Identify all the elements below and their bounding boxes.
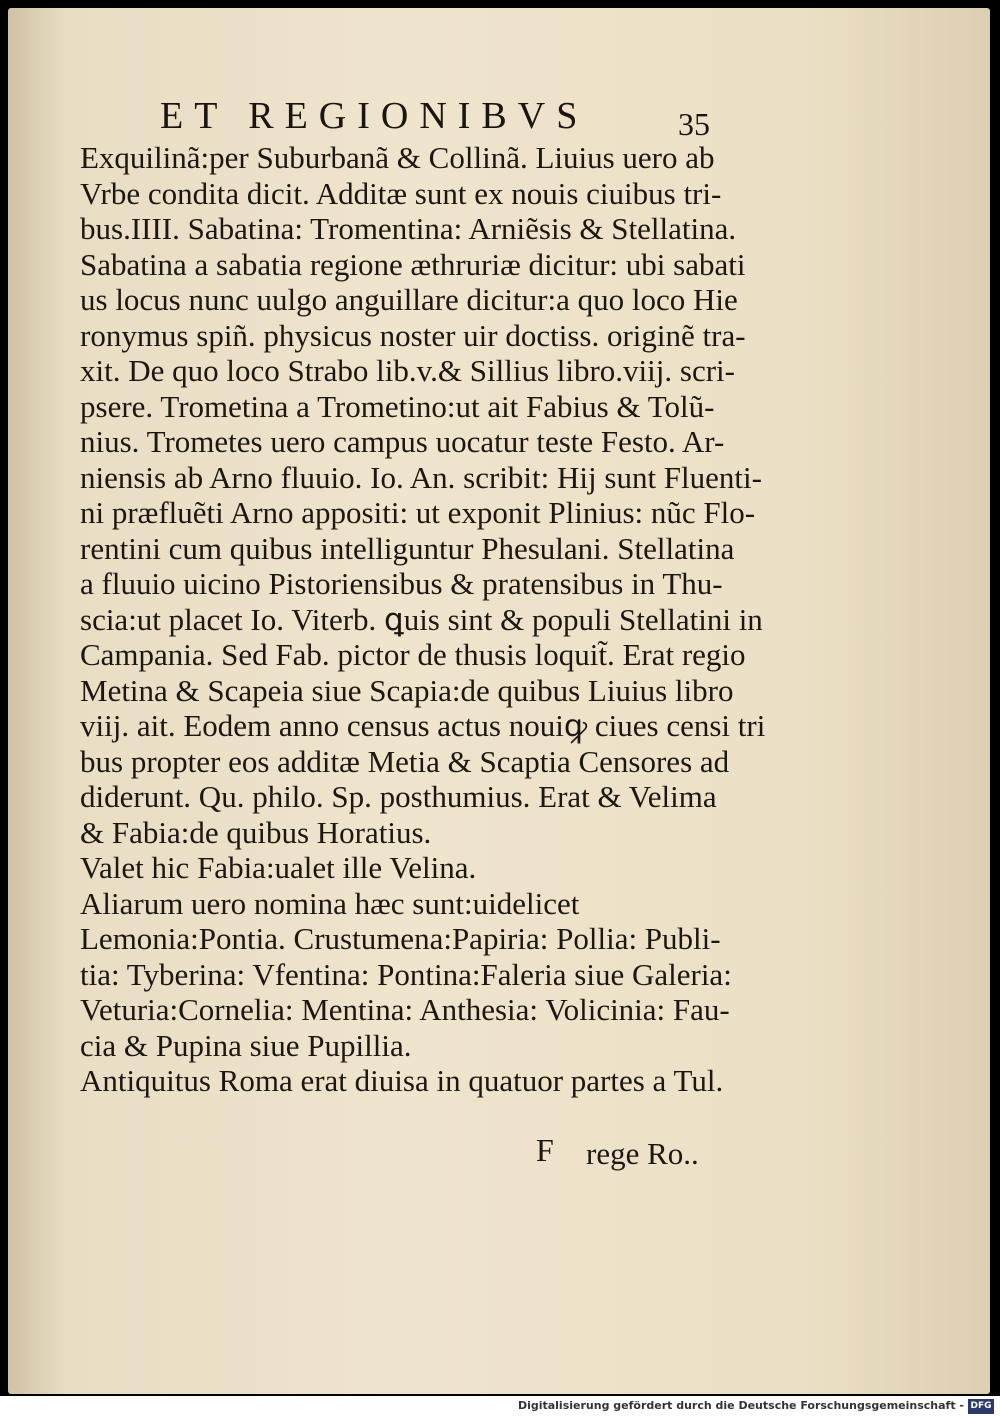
text-line: scia:ut placet Io. Viterb. ꝗuis sint & populi Stellatini in	[80, 601, 763, 637]
text-line: diderunt. Qu. philo. Sp. posthumius. Erat & Velima	[80, 779, 717, 814]
text-line: Antiquitus Roma erat diuisa in quatuor partes a Tul.	[80, 1063, 724, 1098]
funding-credit: Digitalisierung gefördert durch die Deutsche Forschungsgemeinschaft -	[517, 1399, 964, 1412]
text-line: Exquilinã:per Suburbanã & Collinã. Liuius uero ab	[80, 140, 715, 175]
text-line: nius. Trometes uero campus uocatur teste Festo. Ar-	[80, 424, 725, 459]
folio-number: 35	[678, 106, 710, 142]
text-line: ni præfluẽti Arno appositi: ut exponit Plinius: nũc Flo-	[80, 495, 756, 530]
text-line: Valet hic Fabia:ualet ille Velina.	[80, 850, 477, 885]
text-line: Lemonia:Pontia. Crustumena:Papiria: Pollia: Publi-	[80, 921, 721, 956]
text-line: tia: Tyberina: Vfentina: Pontina:Faleria siue Galeria:	[80, 956, 732, 992]
text-line: bus propter eos additæ Metia & Scaptia Censores ad	[80, 743, 730, 779]
text-line: ronymus spiñ. physicus noster uir doctiss. originẽ tra-	[80, 317, 746, 353]
footer-bar	[0, 1396, 1000, 1418]
text-line: Vrbe condita dicit. Additæ sunt ex nouis ciuibus tri-	[80, 175, 722, 211]
text-line: a fluuio uicino Pistoriensibus & pratensibus in Thu-	[80, 566, 723, 601]
text-line: psere. Trometina a Trometino:ut ait Fabius & Tolũ-	[80, 388, 715, 424]
text-line: viij. ait. Eodem anno census actus nouiꝙ ciues censi tri	[80, 708, 766, 743]
text-line: us locus nunc uulgo anguillare dicitur:a quo loco Hie	[80, 282, 738, 317]
text-line: Veturia:Cornelia: Mentina: Anthesia: Volicinia: Fau-	[80, 992, 730, 1027]
text-line: Metina & Scapeia siue Scapia:de quibus Liuius libro	[80, 672, 734, 708]
text-line: Sabatina a sabatia regione æthruriæ dicitur: ubi sabati	[80, 246, 746, 282]
text-line: niensis ab Arno fluuio. Io. An. scribit: Hij sunt Fluenti-	[80, 459, 762, 495]
text-line: Campania. Sed Fab. pictor de thusis loquit̃. Erat regio	[80, 637, 746, 672]
text-line: bus.IIII. Sabatina: Tromentina: Arniẽsis & Stellatina.	[80, 211, 737, 246]
catchword: rege Ro..	[586, 1136, 699, 1171]
text-line: & Fabia:de quibus Horatius.	[80, 814, 432, 850]
text-line: xit. De quo loco Strabo lib.v.& Sillius libro.viij. scri-	[80, 353, 735, 388]
header-title: ET REGIONIBVS	[160, 95, 589, 137]
text-line: cia & Pupina siue Pupillia.	[80, 1027, 412, 1063]
signature-mark: F	[536, 1132, 554, 1168]
running-header	[150, 88, 710, 148]
text-line: Aliarum uero nomina hæc sunt:uidelicet	[80, 885, 580, 921]
text-line: rentini cum quibus intelliguntur Phesulani. Stellatina	[80, 530, 735, 566]
text-block	[80, 140, 766, 1099]
dfg-logo: DFG	[968, 1399, 994, 1414]
